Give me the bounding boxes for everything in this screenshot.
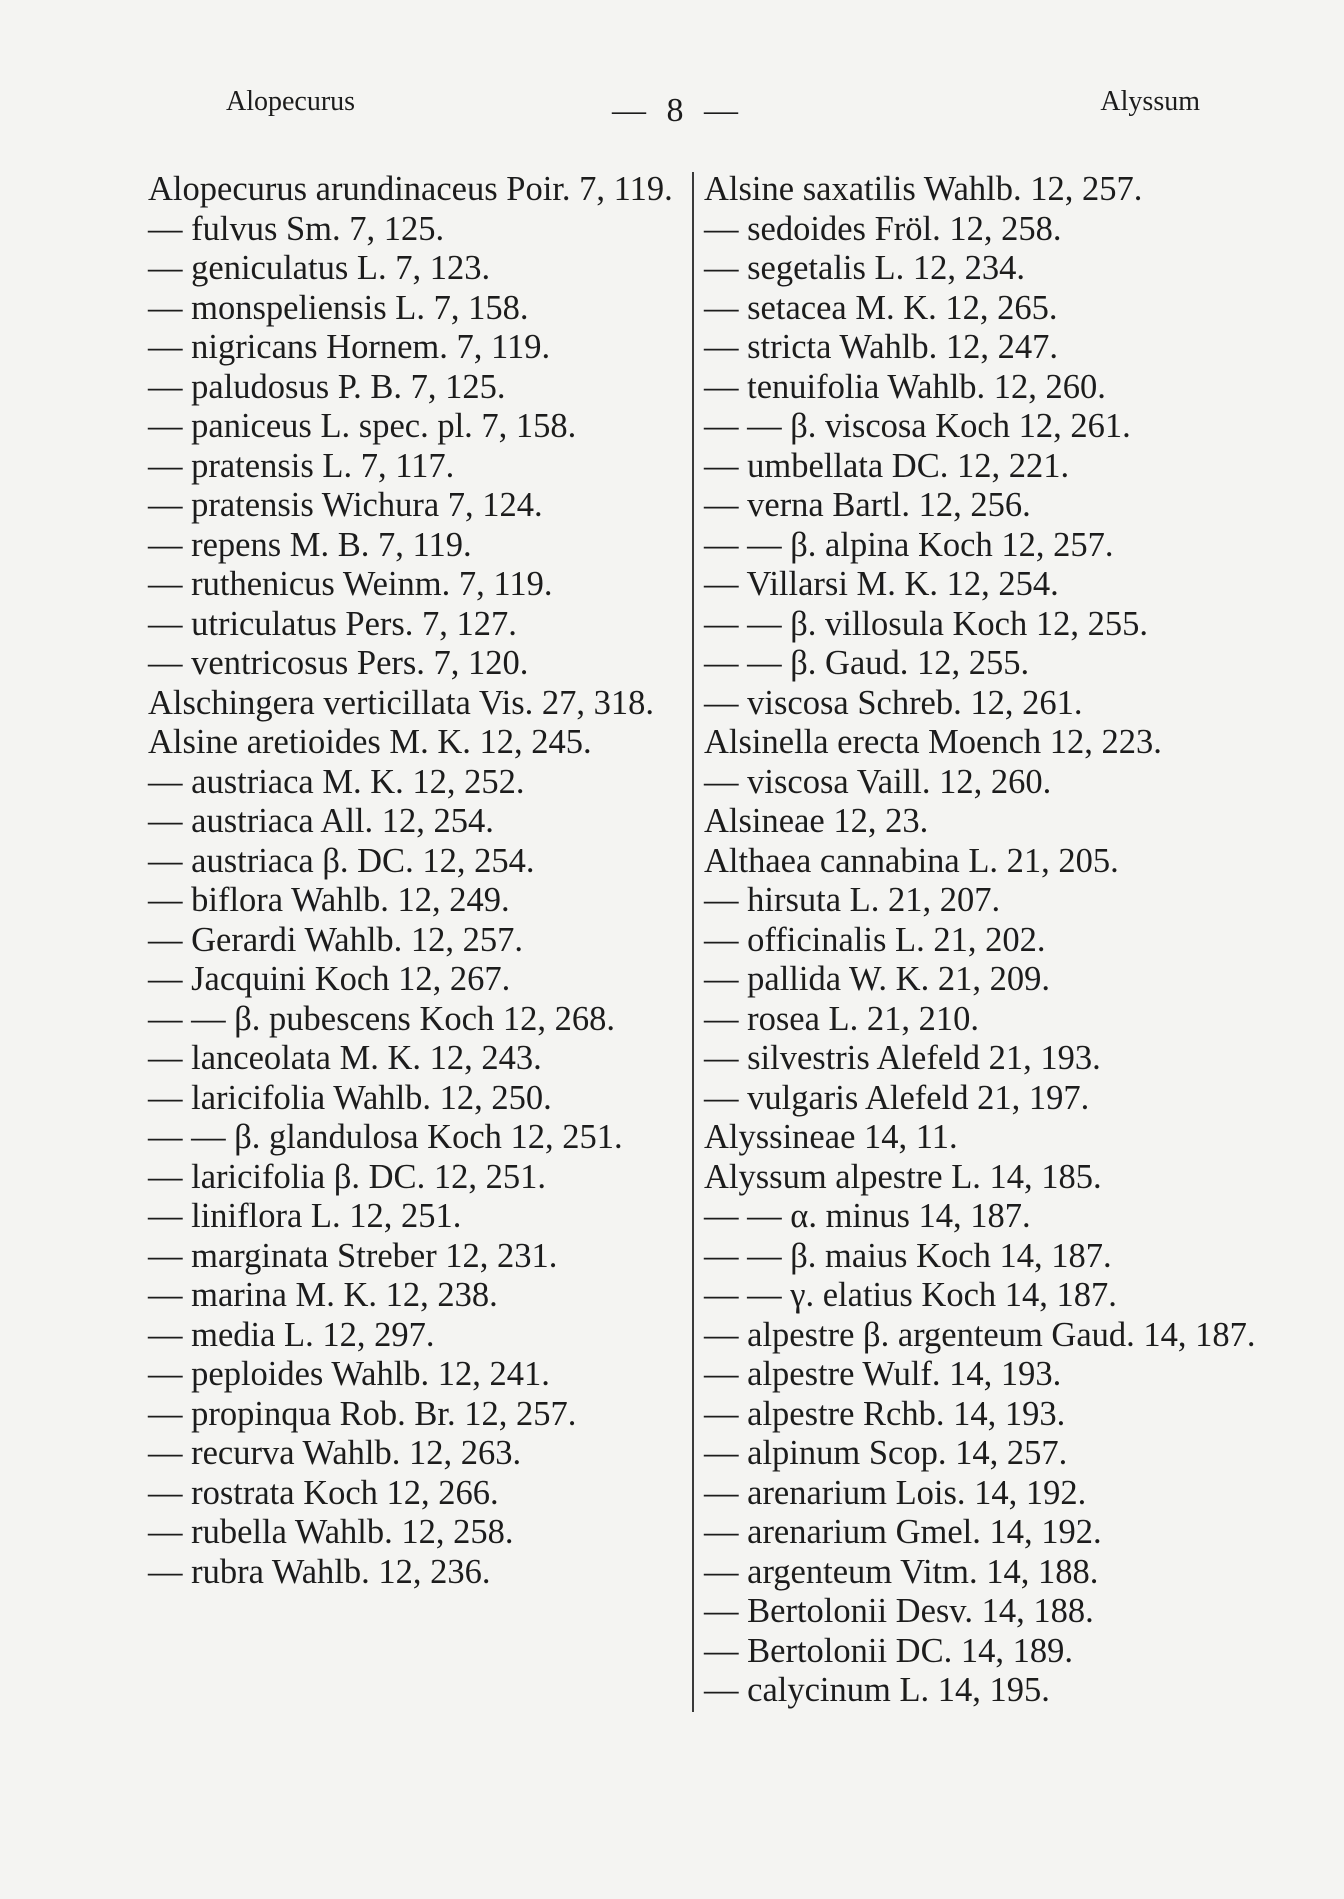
index-entry: — austriaca All. 12, 254.	[148, 802, 494, 840]
index-entry: Alopecurus arundinaceus Poir. 7, 119.	[148, 170, 673, 208]
index-entry: — geniculatus L. 7, 123.	[148, 249, 491, 287]
index-entry: — paniceus L. spec. pl. 7, 158.	[148, 407, 577, 445]
index-entry: — — γ. elatius Koch 14, 187.	[704, 1276, 1117, 1314]
index-entry: — alpinum Scop. 14, 257.	[704, 1434, 1068, 1472]
index-entry: — utriculatus Pers. 7, 127.	[148, 604, 517, 643]
index-entry: — Bertolonii Desv. 14, 188.	[704, 1592, 1094, 1630]
index-entry: — — β. glandulosa Koch 12, 251.	[148, 1118, 623, 1156]
index-entry: — silvestris Alefeld 21, 193.	[704, 1039, 1101, 1077]
index-entry: — — β. pubescens Koch 12, 268.	[148, 999, 615, 1038]
index-entry: — ruthenicus Weinm. 7, 119.	[148, 565, 553, 603]
index-entry: — — β. maius Koch 14, 187.	[704, 1236, 1112, 1275]
index-entry: — argenteum Vitm. 14, 188.	[704, 1552, 1099, 1591]
index-entry: — marginata Streber 12, 231.	[148, 1236, 558, 1275]
index-entry: Alsine saxatilis Wahlb. 12, 257.	[704, 170, 1143, 208]
index-entry: — laricifolia Wahlb. 12, 250.	[148, 1078, 552, 1117]
index-entry: — marina M. K. 12, 238.	[148, 1276, 498, 1314]
index-entry: — rubra Wahlb. 12, 236.	[148, 1552, 491, 1591]
index-entry: — fulvus Sm. 7, 125.	[148, 209, 445, 248]
index-entry: — alpestre β. argenteum Gaud. 14, 187.	[704, 1315, 1256, 1354]
index-entry: — peploides Wahlb. 12, 241.	[148, 1355, 550, 1393]
index-entry: — laricifolia β. DC. 12, 251.	[148, 1157, 546, 1196]
index-entry: — propinqua Rob. Br. 12, 257.	[148, 1394, 577, 1433]
index-entry: — viscosa Vaill. 12, 260.	[704, 762, 1052, 801]
left-column	[148, 170, 690, 1592]
index-entry: Althaea cannabina L. 21, 205.	[704, 841, 1119, 880]
index-entry: — rubella Wahlb. 12, 258.	[148, 1513, 514, 1551]
index-entry: — pallida W. K. 21, 209.	[704, 960, 1050, 998]
index-entry: — lanceolata M. K. 12, 243.	[148, 1039, 542, 1077]
column-divider	[692, 172, 694, 1712]
index-entry: Alyssineae 14, 11.	[704, 1118, 958, 1156]
index-entry: — austriaca β. DC. 12, 254.	[148, 841, 535, 880]
right-column	[704, 170, 1264, 1711]
index-entry: — verna Bartl. 12, 256.	[704, 486, 1031, 524]
index-entry: — biflora Wahlb. 12, 249.	[148, 881, 510, 919]
index-entry: Alschingera verticillata Vis. 27, 318.	[148, 683, 655, 722]
index-entry: — Bertolonii DC. 14, 189.	[704, 1631, 1073, 1670]
index-entry: — pratensis L. 7, 117.	[148, 446, 455, 485]
index-entry: — stricta Wahlb. 12, 247.	[704, 328, 1058, 366]
index-entry: — — α. minus 14, 187.	[704, 1197, 1031, 1235]
index-entry: — Gerardi Wahlb. 12, 257.	[148, 920, 524, 959]
index-entry: Alsineae 12, 23.	[704, 802, 929, 840]
index-entry: — rosea L. 21, 210.	[704, 999, 979, 1038]
index-entry: — ventricosus Pers. 7, 120.	[148, 644, 529, 682]
index-entry: — segetalis L. 12, 234.	[704, 249, 1025, 287]
index-entry: — media L. 12, 297.	[148, 1315, 435, 1354]
index-entry: — paludosus P. B. 7, 125.	[148, 367, 506, 406]
index-entry: Alsine aretioides M. K. 12, 245.	[148, 723, 592, 761]
index-entry: — tenuifolia Wahlb. 12, 260.	[704, 367, 1106, 406]
index-entry: — — β. Gaud. 12, 255.	[704, 644, 1030, 682]
running-head-right: Alyssum	[1100, 86, 1200, 117]
index-entry: — viscosa Schreb. 12, 261.	[704, 683, 1083, 722]
index-entry: — calycinum L. 14, 195.	[704, 1671, 1050, 1709]
index-entry: — alpestre Wulf. 14, 193.	[704, 1355, 1062, 1393]
index-entry: — — β. villosula Koch 12, 255.	[704, 604, 1148, 643]
index-entry: — hirsuta L. 21, 207.	[704, 881, 1001, 919]
index-entry: — — β. viscosa Koch 12, 261.	[704, 407, 1131, 445]
index-entry: — austriaca M. K. 12, 252.	[148, 762, 525, 801]
index-entry: — liniflora L. 12, 251.	[148, 1197, 462, 1235]
index-entry: — arenarium Gmel. 14, 192.	[704, 1513, 1102, 1551]
index-entry: — sedoides Fröl. 12, 258.	[704, 209, 1062, 248]
index-entry: — monspeliensis L. 7, 158.	[148, 288, 529, 327]
index-entry: Alsinella erecta Moench 12, 223.	[704, 723, 1162, 761]
index-entry: — — β. alpina Koch 12, 257.	[704, 525, 1114, 564]
index-entry: — umbellata DC. 12, 221.	[704, 446, 1070, 485]
index-entry: — pratensis Wichura 7, 124.	[148, 486, 543, 524]
index-entry: — alpestre Rchb. 14, 193.	[704, 1394, 1066, 1433]
index-entry: — vulgaris Alefeld 21, 197.	[704, 1078, 1090, 1117]
page-number: — 8 —	[612, 92, 744, 129]
index-entry: — officinalis L. 21, 202.	[704, 920, 1046, 959]
index-entry: — recurva Wahlb. 12, 263.	[148, 1434, 522, 1472]
index-entry: — nigricans Hornem. 7, 119.	[148, 328, 551, 366]
index-entry: — repens M. B. 7, 119.	[148, 525, 472, 564]
index-entry: — rostrata Koch 12, 266.	[148, 1473, 499, 1512]
index-entry: — Villarsi M. K. 12, 254.	[704, 565, 1059, 603]
index-entry: Alyssum alpestre L. 14, 185.	[704, 1157, 1102, 1196]
index-entry: — arenarium Lois. 14, 192.	[704, 1473, 1087, 1512]
index-entry: — setacea M. K. 12, 265.	[704, 288, 1058, 327]
running-head-left: Alopecurus	[226, 86, 356, 117]
index-entry: — Jacquini Koch 12, 267.	[148, 960, 511, 998]
